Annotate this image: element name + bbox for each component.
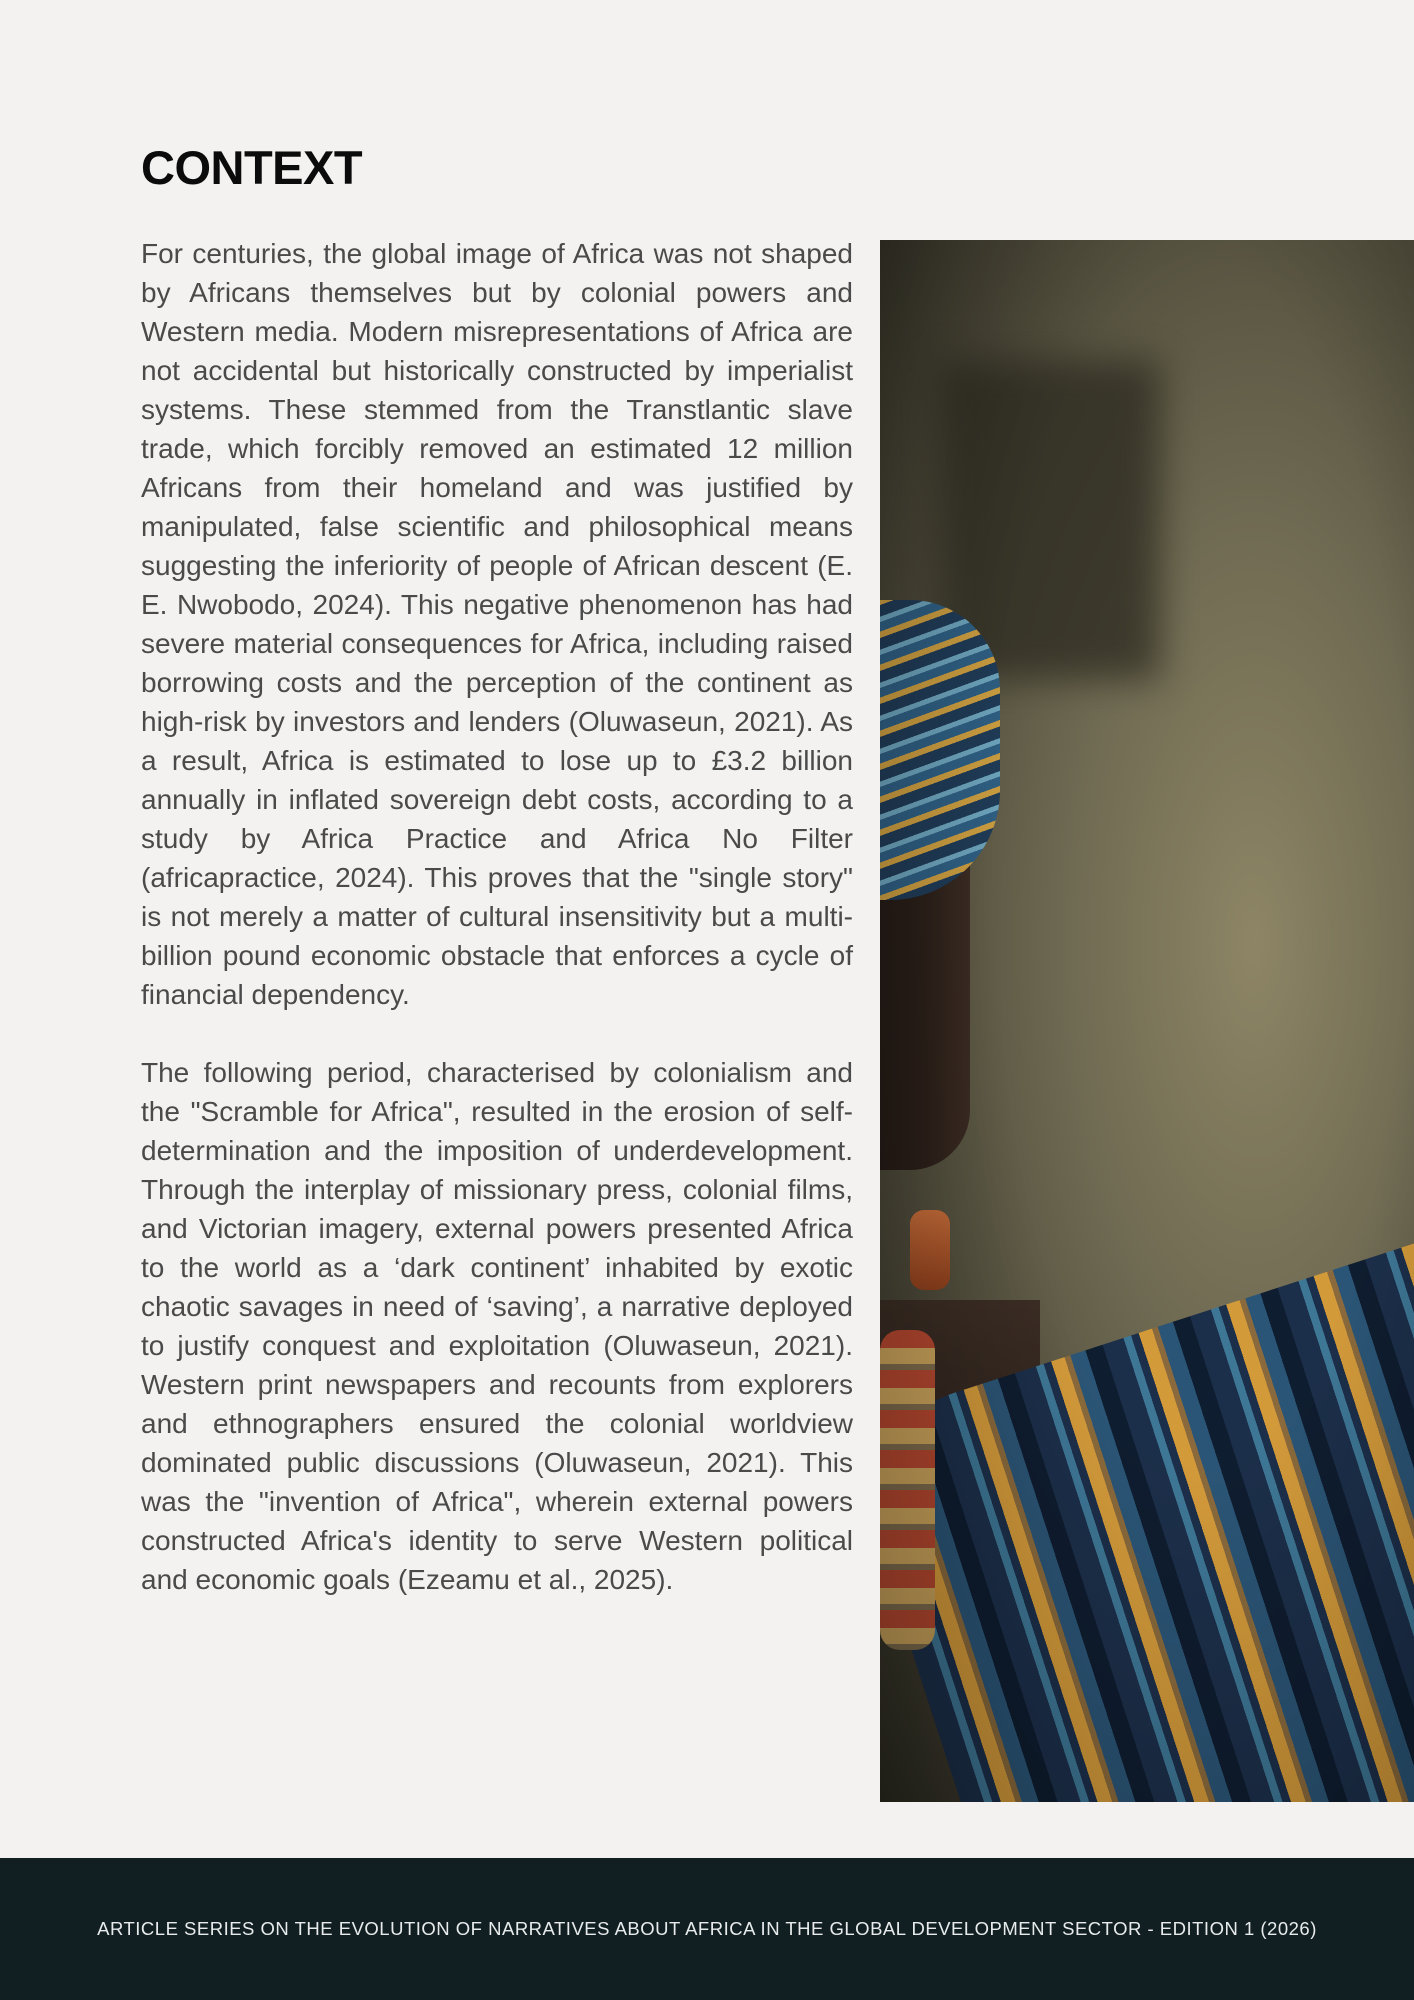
paragraph: The following period, characterised by colonialism and the "Scramble for Africa", resulted in the erosion of self-determination and the imposition of underdevelopment. Through the interplay of missionary press, colonial films, and Victorian imagery, external powers presented Africa to the world as a ‘dark continent’ inhabited by exotic chaotic savages in need of ‘saving’, a narrative deployed to justify conquest and exploitation (Oluwaseun, 2021). Western print newspapers and recounts from explorers and ethnographers ensured the colonial worldview dominated public discussions (Oluwaseun, 2021). This was the "invention of Africa", wherein external powers constructed Africa's identity to serve Western political and economic goals (Ezeamu et al., 2025). (141, 1057, 853, 1595)
article-body (141, 234, 853, 1599)
portrait-photo (880, 240, 1414, 1802)
footer-bar (0, 1858, 1414, 2000)
photo-vignette (880, 240, 1414, 1802)
footer-text: ARTICLE SERIES ON THE EVOLUTION OF NARRATIVES ABOUT AFRICA IN THE GLOBAL DEVELOPMENT SECTOR - EDITION 1 (2026) (97, 1918, 1317, 1939)
paragraph: For centuries, the global image of Africa was not shaped by Africans themselves but by colonial powers and Western media. Modern misrepresentations of Africa are not accidental but historically constructed by imperialist systems. These stemmed from the Transtlantic slave trade, which forcibly removed an estimated 12 million Africans from their homeland and was justified by manipulated, false scientific and philosophical means suggesting the inferiority of people of African descent (E. E. Nwobodo, 2024). This negative phenomenon has had severe material consequences for Africa, including raised borrowing costs and the perception of the continent as high-risk by investors and lenders (Oluwaseun, 2021). As a result, Africa is estimated to lose up to £3.2 billion annually in inflated sovereign debt costs, according to a study by Africa Practice and Africa No Filter (africapractice, 2024). This proves that the "single story" is not merely a matter of cultural insensitivity but a multi-billion pound economic obstacle that enforces a cycle of financial dependency. (141, 238, 853, 1010)
section-heading: CONTEXT (141, 141, 363, 194)
